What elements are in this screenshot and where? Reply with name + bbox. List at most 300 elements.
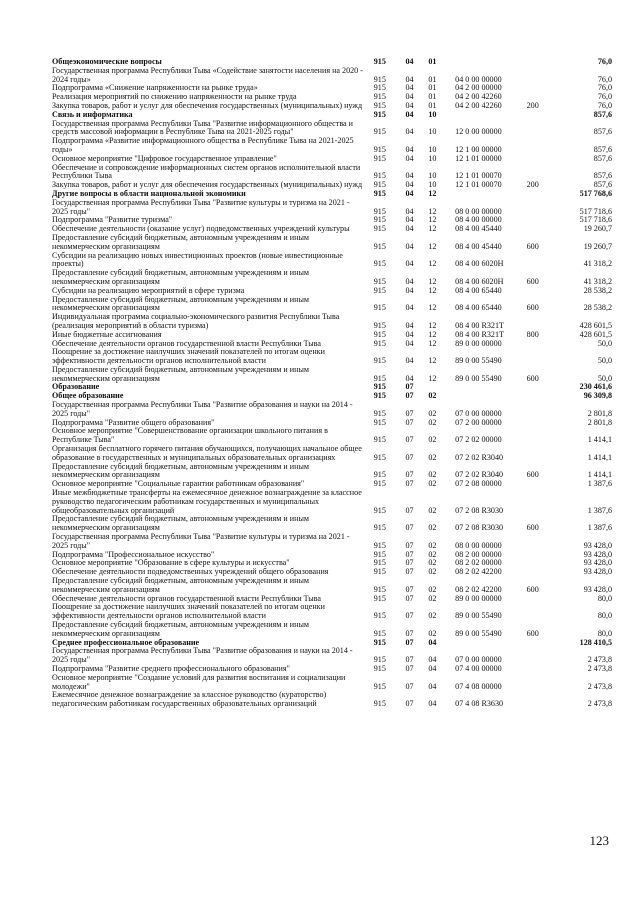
table-row — [52, 120, 612, 138]
row-grbs-code: 915 — [373, 320, 386, 330]
row-section-code: 07 — [405, 611, 414, 621]
row-section-code: 07 — [405, 523, 414, 533]
row-section-code: 04 — [405, 320, 414, 330]
row-name: Закупка товаров, работ и услуг для обеспечения государственных (муниципальных) нужд — [52, 180, 363, 190]
row-subsection-code: 02 — [428, 567, 437, 577]
row-amount: 93 428,0 — [583, 540, 613, 550]
row-expense-type-code: 600 — [526, 241, 539, 251]
row-target-article-code: 12 1 01 00070 — [455, 180, 502, 190]
row-grbs-code: 915 — [373, 452, 386, 462]
row-target-article-code: 12 1 01 00070 — [455, 171, 502, 181]
row-name: Подпрограмма "Развитие общего образования" — [52, 417, 215, 427]
row-amount: 80,0 — [597, 628, 613, 638]
row-grbs-code: 915 — [373, 285, 386, 295]
row-section-code: 07 — [405, 452, 414, 462]
row-name: Государственная программа Республики Тыва "Развитие информационного общества и средств массовой информации в Республике Тыва на 2021-2025 годы" — [52, 118, 353, 137]
row-target-article-code: 07 2 02 R3040 — [455, 470, 504, 480]
row-subsection-code: 02 — [428, 540, 437, 550]
row-grbs-code: 915 — [373, 57, 386, 66]
row-name: Обеспечение деятельности органов государственной власти Республики Тыва — [52, 593, 321, 603]
row-subsection-code: 02 — [428, 584, 437, 594]
row-expense-type-code: 200 — [526, 100, 539, 110]
row-section-code: 04 — [405, 109, 414, 119]
row-name: Основное мероприятие "Цифровое государственное управление" — [52, 153, 277, 163]
row-amount: 230 461,6 — [579, 382, 613, 392]
row-subsection-code: 02 — [428, 549, 437, 559]
row-name: Предоставление субсидий бюджетным, автономным учреждениям и иным некоммерческим организациям — [52, 232, 310, 251]
row-amount: 1 414,1 — [587, 435, 613, 445]
row-section-code: 04 — [405, 329, 414, 339]
row-grbs-code: 915 — [373, 127, 386, 137]
row-grbs-code: 915 — [373, 593, 386, 603]
row-target-article-code: 07 2 08 R3030 — [455, 523, 504, 533]
row-amount: 96 309,8 — [583, 391, 613, 401]
row-section-code: 07 — [405, 558, 414, 568]
row-name: Государственная программа Республики Тыва «Содействие занятости населения на 2020 - 2024 годы» — [52, 65, 363, 84]
row-subsection-code: 12 — [428, 259, 437, 269]
row-target-article-code: 08 4 00 R321Т — [455, 329, 504, 339]
row-name: Предоставление субсидий бюджетным, автономным учреждениям и иным некоммерческим организациям — [52, 620, 310, 638]
row-section-code: 07 — [405, 391, 414, 401]
row-target-article-code: 04 2 00 42260 — [455, 100, 502, 110]
row-grbs-code: 915 — [373, 356, 386, 366]
row-subsection-code: 10 — [428, 144, 437, 154]
row-section-code: 07 — [405, 540, 414, 550]
row-target-article-code: 08 4 00 6020Н — [455, 259, 504, 269]
row-target-article-code: 08 4 00 65440 — [455, 303, 502, 313]
row-name: Государственная программа Республики Тыва "Развитие культуры и туризма на 2021 - 2025 годы" — [52, 197, 350, 216]
row-name: Иные межбюджетные трансферты на ежемесячное денежное вознаграждение за классное руководство педагогическим работникам государственных и муниципальных общеобразовательных организаций — [52, 488, 362, 515]
row-section-code: 04 — [405, 356, 414, 366]
row-name: Образование — [52, 382, 100, 392]
row-expense-type-code: 600 — [526, 523, 539, 533]
row-subsection-code: 02 — [428, 470, 437, 480]
row-subsection-code: 10 — [428, 109, 437, 119]
row-name: Закупка товаров, работ и услуг для обеспечения государственных (муниципальных) нужд — [52, 100, 363, 110]
row-expense-type-code: 600 — [526, 628, 539, 638]
row-target-article-code: 08 2 00 00000 — [455, 549, 502, 559]
row-target-article-code: 08 4 00 6020Н — [455, 276, 504, 286]
row-subsection-code: 10 — [428, 171, 437, 181]
row-section-code: 07 — [405, 408, 414, 418]
row-grbs-code: 915 — [373, 611, 386, 621]
row-name: Предоставление субсидий бюджетным, автономным учреждениям и иным некоммерческим организациям — [52, 364, 310, 383]
row-grbs-code: 915 — [373, 144, 386, 154]
row-amount: 50,0 — [597, 338, 613, 348]
row-amount: 128 410,5 — [579, 637, 613, 647]
row-section-code: 04 — [405, 215, 414, 225]
row-grbs-code: 915 — [373, 523, 386, 533]
row-grbs-code: 915 — [373, 224, 386, 234]
row-name: Поощрение за достижение наилучших значений показателей по итогам оценки эффективности деятельности органов исполнительной власти — [52, 347, 325, 366]
table-row — [52, 199, 612, 217]
row-target-article-code: 07 4 08 00000 — [455, 681, 502, 691]
row-amount: 76,0 — [597, 100, 613, 110]
row-section-code: 04 — [405, 74, 414, 84]
row-subsection-code: 02 — [428, 611, 437, 621]
row-grbs-code: 915 — [373, 171, 386, 181]
row-grbs-code: 915 — [373, 505, 386, 515]
row-grbs-code: 915 — [373, 109, 386, 119]
row-section-code: 04 — [405, 338, 414, 348]
row-subsection-code: 02 — [428, 593, 437, 603]
row-section-code: 07 — [405, 435, 414, 445]
table-row — [52, 515, 612, 533]
row-subsection-code: 04 — [428, 637, 437, 647]
row-grbs-code: 915 — [373, 153, 386, 163]
row-expense-type-code: 800 — [526, 329, 539, 339]
row-target-article-code: 04 2 00 42260 — [455, 92, 502, 102]
row-section-code: 04 — [405, 92, 414, 102]
row-name: Государственная программа Республики Тыва "Развитие образования и науки на 2014 - 2025 годы" — [52, 400, 353, 418]
row-grbs-code: 915 — [373, 188, 386, 198]
row-section-code: 07 — [405, 593, 414, 603]
row-grbs-code: 915 — [373, 373, 386, 383]
row-section-code: 07 — [405, 663, 414, 673]
row-amount: 857,6 — [593, 127, 613, 137]
row-name: Среднее профессиональное образование — [52, 637, 200, 647]
row-target-article-code: 07 2 08 R3030 — [455, 505, 504, 515]
row-target-article-code: 08 2 02 42200 — [455, 584, 502, 594]
row-section-code: 07 — [405, 382, 414, 392]
row-expense-type-code: 600 — [526, 373, 539, 383]
row-subsection-code: 02 — [428, 505, 437, 515]
row-section-code: 04 — [405, 100, 414, 110]
table-row — [52, 427, 612, 445]
row-name: Подпрограмма «Снижение напряженности на рынке труда» — [52, 83, 258, 93]
row-target-article-code: 12 1 01 00000 — [455, 153, 502, 163]
row-grbs-code: 915 — [373, 681, 386, 691]
row-subsection-code: 12 — [428, 320, 437, 330]
row-section-code: 04 — [405, 241, 414, 251]
row-name: Основное мероприятие "Создание условий для развития воспитания и социализации молодежи" — [52, 672, 346, 691]
row-grbs-code: 915 — [373, 338, 386, 348]
row-name: Основное мероприятие "Совершенствование организации школьного питания в Республике Тыва" — [52, 426, 328, 445]
row-amount: 19 260,7 — [583, 224, 613, 234]
row-amount: 2 473,8 — [587, 663, 613, 673]
row-subsection-code: 12 — [428, 303, 437, 313]
row-subsection-code: 12 — [428, 276, 437, 286]
row-amount: 2 473,8 — [587, 681, 613, 691]
row-subsection-code: 12 — [428, 215, 437, 225]
row-expense-type-code: 600 — [526, 584, 539, 594]
row-amount: 76,0 — [597, 57, 613, 66]
row-subsection-code: 02 — [428, 479, 437, 489]
row-target-article-code: 89 0 00 00000 — [455, 593, 502, 603]
table-row — [52, 366, 612, 384]
row-amount: 76,0 — [597, 74, 613, 84]
row-subsection-code: 01 — [428, 83, 437, 93]
table-row — [52, 383, 612, 392]
table-row — [52, 489, 612, 515]
row-section-code: 04 — [405, 57, 414, 66]
row-name: Общеэкономические вопросы — [52, 57, 162, 66]
row-section-code: 04 — [405, 373, 414, 383]
row-name: Государственная программа Республики Тыва "Развитие образования и науки на 2014 - 2025 годы" — [52, 646, 353, 665]
row-amount: 93 428,0 — [583, 549, 613, 559]
row-target-article-code: 08 4 00 65440 — [455, 285, 502, 295]
row-name: Обеспечение деятельности органов государственной власти Республики Тыва — [52, 338, 321, 348]
row-grbs-code: 915 — [373, 180, 386, 190]
row-section-code: 04 — [405, 171, 414, 181]
row-subsection-code: 12 — [428, 241, 437, 251]
row-amount: 41 318,2 — [583, 276, 613, 286]
row-amount: 857,6 — [593, 171, 613, 181]
table-row — [52, 533, 612, 551]
row-grbs-code: 915 — [373, 584, 386, 594]
row-section-code: 04 — [405, 180, 414, 190]
row-amount: 1 387,6 — [587, 505, 613, 515]
row-subsection-code: 12 — [428, 356, 437, 366]
row-expense-type-code: 200 — [526, 180, 539, 190]
row-amount: 76,0 — [597, 92, 613, 102]
row-subsection-code: 02 — [428, 558, 437, 568]
row-subsection-code: 01 — [428, 57, 437, 66]
row-subsection-code: 12 — [428, 338, 437, 348]
row-target-article-code: 08 4 00 R321Т — [455, 320, 504, 330]
row-target-article-code: 04 2 00 00000 — [455, 83, 502, 93]
row-name: Подпрограмма "Развитие туризма" — [52, 215, 173, 225]
row-name: Субсидии на реализацию новых инвестиционных проектов (новые инвестиционные проекты) — [52, 250, 343, 269]
row-grbs-code: 915 — [373, 382, 386, 392]
row-target-article-code: 12 1 00 00000 — [455, 144, 502, 154]
table-row — [52, 252, 612, 270]
row-amount: 2 801,8 — [587, 417, 613, 427]
table-row — [52, 102, 612, 111]
row-grbs-code: 915 — [373, 655, 386, 665]
row-target-article-code: 07 2 00 00000 — [455, 417, 502, 427]
row-section-code: 04 — [405, 285, 414, 295]
row-target-article-code: 07 4 00 00000 — [455, 663, 502, 673]
row-target-article-code: 08 0 00 00000 — [455, 540, 502, 550]
row-grbs-code: 915 — [373, 417, 386, 427]
row-section-code: 07 — [405, 549, 414, 559]
row-amount: 1 414,1 — [587, 452, 613, 462]
row-name: Реализация мероприятий по снижению напряженности на рынке труда — [52, 92, 297, 102]
table-row — [52, 621, 612, 639]
row-target-article-code: 89 0 00 55490 — [455, 611, 502, 621]
row-section-code: 07 — [405, 584, 414, 594]
row-grbs-code: 915 — [373, 549, 386, 559]
row-name: Предоставление субсидий бюджетным, автономным учреждениям и иным некоммерческим организациям — [52, 461, 310, 480]
row-subsection-code: 04 — [428, 663, 437, 673]
row-grbs-code: 915 — [373, 408, 386, 418]
row-amount: 2 801,8 — [587, 408, 613, 418]
row-target-article-code: 89 0 00 55490 — [455, 373, 502, 383]
row-target-article-code: 07 2 08 00000 — [455, 479, 502, 489]
table-row — [52, 67, 612, 85]
row-subsection-code: 10 — [428, 127, 437, 137]
row-section-code: 07 — [405, 505, 414, 515]
table-row — [52, 463, 612, 481]
row-target-article-code: 08 4 00 45440 — [455, 224, 502, 234]
row-grbs-code: 915 — [373, 470, 386, 480]
table-row — [52, 313, 612, 331]
row-expense-type-code: 600 — [526, 303, 539, 313]
row-name: Предоставление субсидий бюджетным, автономным учреждениям и иным некоммерческим организациям — [52, 576, 310, 594]
row-grbs-code: 915 — [373, 628, 386, 638]
row-section-code: 04 — [405, 127, 414, 137]
row-grbs-code: 915 — [373, 303, 386, 313]
row-section-code: 04 — [405, 188, 414, 198]
row-subsection-code: 01 — [428, 92, 437, 102]
row-section-code: 04 — [405, 276, 414, 286]
row-name: Ежемесячное денежное вознаграждение за классное руководство (кураторство) педагогическим работникам государственных образовательных организаций — [52, 690, 327, 709]
row-amount: 1 387,6 — [587, 479, 613, 489]
row-target-article-code: 07 2 02 R3040 — [455, 452, 504, 462]
table-row — [52, 445, 612, 463]
row-amount: 28 538,2 — [583, 303, 613, 313]
row-name: Поощрение за достижение наилучших значений показателей по итогам оценки эффективности деятельности органов исполнительной власти — [52, 602, 325, 621]
row-amount: 50,0 — [597, 373, 613, 383]
row-name: Связь и информатика — [52, 109, 133, 119]
row-name: Иные бюджетные ассигнования — [52, 329, 162, 339]
row-name: Обеспечение и сопровождение информационных систем органов исполнительной власти Республики Тыва — [52, 162, 361, 181]
table-row — [52, 674, 612, 692]
row-target-article-code: 08 2 02 42200 — [455, 567, 502, 577]
row-section-code: 04 — [405, 224, 414, 234]
row-subsection-code: 12 — [428, 224, 437, 234]
row-name: Обеспечение деятельности подведомственных учреждений общего образования — [52, 567, 329, 577]
row-amount: 428 601,5 — [579, 320, 613, 330]
row-target-article-code: 07 0 00 00000 — [455, 408, 502, 418]
table-row — [52, 577, 612, 595]
row-section-code: 04 — [405, 144, 414, 154]
row-section-code: 04 — [405, 153, 414, 163]
row-name: Основное мероприятие "Социальные гарантии работникам образования" — [52, 479, 305, 489]
row-subsection-code: 12 — [428, 373, 437, 383]
row-amount: 1 387,6 — [587, 523, 613, 533]
row-subsection-code: 02 — [428, 408, 437, 418]
row-grbs-code: 915 — [373, 215, 386, 225]
row-grbs-code: 915 — [373, 276, 386, 286]
row-subsection-code: 12 — [428, 188, 437, 198]
row-grbs-code: 915 — [373, 540, 386, 550]
row-amount: 428 601,5 — [579, 329, 613, 339]
row-section-code: 07 — [405, 655, 414, 665]
row-name: Предоставление субсидий бюджетным, автономным учреждениям и иным некоммерческим организациям — [52, 268, 310, 286]
row-target-article-code: 08 0 00 00000 — [455, 206, 502, 216]
row-amount: 517 718,6 — [579, 206, 613, 216]
row-target-article-code: 08 4 00 00000 — [455, 215, 502, 225]
row-grbs-code: 915 — [373, 479, 386, 489]
row-subsection-code: 04 — [428, 681, 437, 691]
row-section-code: 04 — [405, 259, 414, 269]
row-target-article-code: 12 0 00 00000 — [455, 127, 502, 137]
row-amount: 857,6 — [593, 153, 613, 163]
row-section-code: 04 — [405, 83, 414, 93]
row-section-code: 07 — [405, 637, 414, 647]
row-amount: 80,0 — [597, 611, 613, 621]
row-grbs-code: 915 — [373, 74, 386, 84]
row-name: Предоставление субсидий бюджетным, автономным учреждениям и иным некоммерческим организациям — [52, 514, 310, 533]
row-amount: 2 473,8 — [587, 655, 613, 665]
table-row — [52, 137, 612, 155]
row-name: Подпрограмма "Развитие среднего профессионального образования" — [52, 663, 290, 673]
row-name: Общее образование — [52, 391, 124, 401]
row-target-article-code: 08 4 00 45440 — [455, 241, 502, 251]
row-name: Индивидуальная программа социально-экономического развития Республики Тыва (реализация мероприятий в области туризма) — [52, 312, 340, 330]
row-amount: 517 718,6 — [579, 215, 613, 225]
row-subsection-code: 04 — [428, 655, 437, 665]
row-grbs-code: 915 — [373, 259, 386, 269]
row-section-code: 07 — [405, 567, 414, 577]
row-target-article-code: 07 0 00 00000 — [455, 655, 502, 665]
row-target-article-code: 07 4 08 R3630 — [455, 699, 504, 709]
row-target-article-code: 04 0 00 00000 — [455, 74, 502, 84]
row-subsection-code: 10 — [428, 180, 437, 190]
row-target-article-code: 08 2 02 00000 — [455, 558, 502, 568]
row-subsection-code: 04 — [428, 699, 437, 709]
row-name: Обеспечение деятельности (оказание услуг) подведомственных учреждений культуры — [52, 224, 350, 234]
row-target-article-code: 07 2 02 00000 — [455, 435, 502, 445]
row-subsection-code: 02 — [428, 523, 437, 533]
row-name: Организация бесплатного горячего питания обучающихся, получающих начальное общее образование в государственных и муниципальных образовательных организациях — [52, 444, 362, 462]
row-section-code: 07 — [405, 417, 414, 427]
row-section-code: 07 — [405, 470, 414, 480]
row-expense-type-code: 600 — [526, 276, 539, 286]
table-row — [52, 164, 612, 182]
row-grbs-code: 915 — [373, 206, 386, 216]
table-row — [52, 296, 612, 314]
row-grbs-code: 915 — [373, 558, 386, 568]
row-section-code: 07 — [405, 479, 414, 489]
row-amount: 1 414,1 — [587, 470, 613, 480]
row-subsection-code: 02 — [428, 417, 437, 427]
row-name: Подпрограмма "Профессиональное искусство" — [52, 549, 215, 559]
row-amount: 41 318,2 — [583, 259, 613, 269]
row-amount: 50,0 — [597, 356, 613, 366]
row-name: Другие вопросы в области национальной экономики — [52, 188, 246, 198]
row-grbs-code: 915 — [373, 100, 386, 110]
row-amount: 93 428,0 — [583, 584, 613, 594]
row-amount: 28 538,2 — [583, 285, 613, 295]
table-row — [52, 401, 612, 419]
row-target-article-code: 89 0 00 00000 — [455, 338, 502, 348]
table-row — [52, 691, 612, 709]
row-amount: 857,6 — [593, 180, 613, 190]
row-amount: 2 473,8 — [587, 699, 613, 709]
row-name: Государственная программа Республики Тыва "Развитие культуры и туризма на 2021 - 2025 годы" — [52, 532, 350, 550]
row-amount: 857,6 — [593, 144, 613, 154]
row-subsection-code: 12 — [428, 285, 437, 295]
row-expense-type-code: 600 — [526, 470, 539, 480]
row-grbs-code: 915 — [373, 83, 386, 93]
row-section-code: 07 — [405, 681, 414, 691]
row-subsection-code: 02 — [428, 391, 437, 401]
row-amount: 93 428,0 — [583, 558, 613, 568]
row-section-code: 07 — [405, 628, 414, 638]
table-row — [52, 647, 612, 665]
table-row — [52, 348, 612, 366]
budget-table — [52, 58, 612, 709]
row-grbs-code: 915 — [373, 329, 386, 339]
row-amount: 857,6 — [593, 109, 613, 119]
table-row — [52, 603, 612, 621]
row-grbs-code: 915 — [373, 567, 386, 577]
row-amount: 76,0 — [597, 83, 613, 93]
row-subsection-code: 02 — [428, 628, 437, 638]
table-row — [52, 269, 612, 287]
row-name: Подпрограмма «Развитие информационного общества в Республике Тыва на 2021-2025 годы» — [52, 136, 354, 154]
row-grbs-code: 915 — [373, 663, 386, 673]
row-subsection-code: 01 — [428, 74, 437, 84]
row-amount: 19 260,7 — [583, 241, 613, 251]
row-amount: 93 428,0 — [583, 567, 613, 577]
table-row — [52, 234, 612, 252]
page-number: 123 — [589, 833, 609, 848]
row-subsection-code: 02 — [428, 452, 437, 462]
